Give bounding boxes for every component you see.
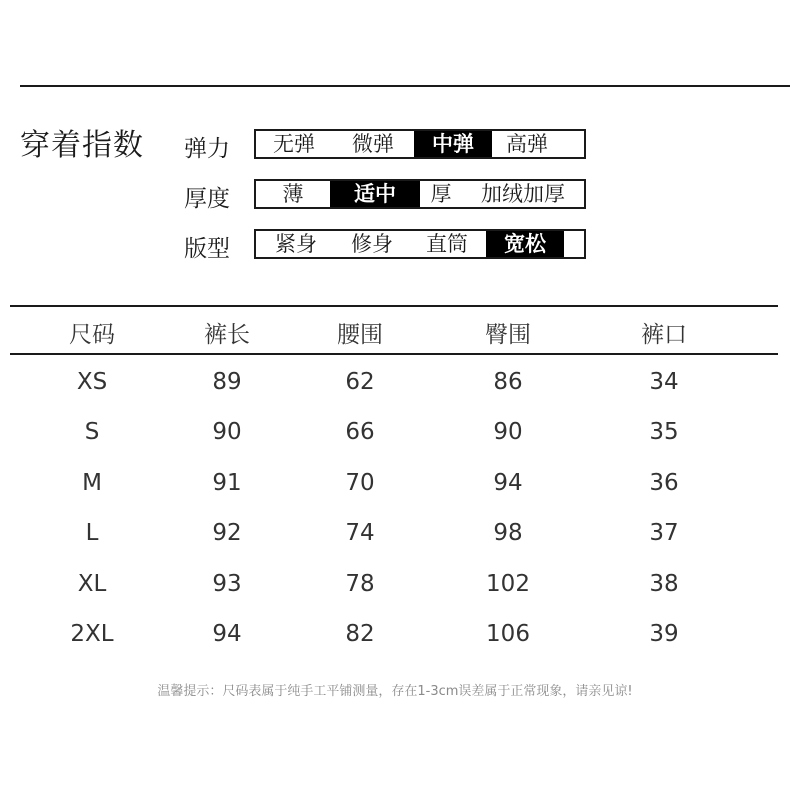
- cell-waist: 74: [345, 520, 375, 546]
- scale-option: 直筒: [426, 232, 468, 256]
- cell-hip: 90: [493, 419, 523, 445]
- cell-size: XS: [76, 369, 108, 395]
- scale-option: 厚: [430, 182, 452, 206]
- scale-option: 薄: [282, 182, 304, 206]
- cell-hip: 98: [493, 520, 523, 546]
- scale-option: 紧身: [275, 232, 317, 256]
- header-size: 尺码: [69, 322, 115, 348]
- cell-length: 89: [212, 369, 242, 395]
- cell-hem: 39: [649, 621, 679, 647]
- scale-option: 适中: [330, 181, 420, 207]
- elasticity-scale: [254, 129, 586, 159]
- scale-option: 中弹: [414, 131, 492, 157]
- scale-option: 高弹: [506, 132, 548, 156]
- cell-hem: 34: [649, 369, 679, 395]
- scale-option: 加绒加厚: [481, 182, 565, 206]
- cell-size: S: [84, 419, 100, 445]
- table-top-rule: [10, 305, 778, 307]
- scale-option: 宽松: [486, 231, 564, 257]
- cell-length: 91: [212, 470, 242, 496]
- cell-waist: 78: [345, 571, 375, 597]
- top-divider: [20, 85, 790, 87]
- cell-size: XL: [77, 571, 107, 597]
- fit-label: 版型: [184, 236, 230, 262]
- cell-length: 90: [212, 419, 242, 445]
- scale-option: 修身: [351, 232, 393, 256]
- header-hem: 裤口: [641, 322, 687, 348]
- thickness-label: 厚度: [184, 186, 230, 212]
- fit-scale: [254, 229, 586, 259]
- header-hip: 臀围: [485, 322, 531, 348]
- scale-option: 微弹: [352, 132, 394, 156]
- cell-hem: 35: [649, 419, 679, 445]
- cell-waist: 82: [345, 621, 375, 647]
- table-header-rule: [10, 353, 778, 355]
- cell-length: 93: [212, 571, 242, 597]
- cell-size: 2XL: [70, 621, 114, 647]
- cell-waist: 70: [345, 470, 375, 496]
- measurement-note: 温馨提示：尺码表属于纯手工平铺测量，存在1-3cm误差属于正常现象，请亲见谅!: [157, 684, 633, 699]
- scale-option: 无弹: [273, 132, 315, 156]
- cell-hem: 38: [649, 571, 679, 597]
- cell-size: L: [85, 520, 99, 546]
- cell-length: 94: [212, 621, 242, 647]
- cell-waist: 62: [345, 369, 375, 395]
- cell-length: 92: [212, 520, 242, 546]
- cell-hip: 106: [486, 621, 530, 647]
- cell-size: M: [82, 470, 102, 496]
- thickness-scale: [254, 179, 586, 209]
- header-waist: 腰围: [337, 322, 383, 348]
- cell-hip: 94: [493, 470, 523, 496]
- elasticity-label: 弹力: [184, 136, 230, 162]
- cell-waist: 66: [345, 419, 375, 445]
- cell-hip: 86: [493, 369, 523, 395]
- cell-hem: 37: [649, 520, 679, 546]
- cell-hem: 36: [649, 470, 679, 496]
- wear-index-title: 穿着指数: [20, 128, 144, 163]
- header-length: 裤长: [204, 322, 250, 348]
- cell-hip: 102: [486, 571, 530, 597]
